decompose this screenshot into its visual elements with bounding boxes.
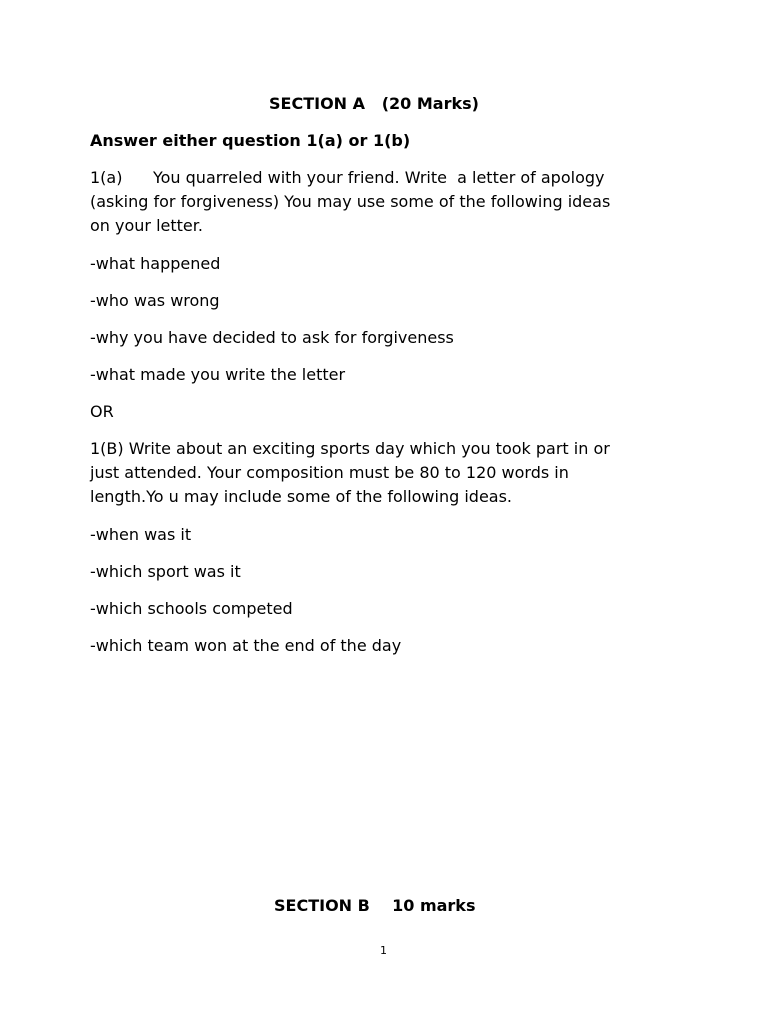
section-a-instruction: Answer either question 1(a) or 1(b) <box>90 131 411 150</box>
question-1a-idea: -who was wrong <box>90 291 220 310</box>
question-1b-idea: -when was it <box>90 525 192 544</box>
page-number: 1 <box>380 944 387 957</box>
question-1a-text: 1(a) You quarreled with your friend. Write a letter of apology (asking for forgiveness) You may use some of the following ideas on your letter. <box>90 168 611 235</box>
question-1a-idea: -what happened <box>90 254 221 273</box>
question-1b-text: 1(B) Write about an exciting sports day which you took part in or just attended. Your composition must be 80 to 120 words in length.Yo u may include some of the following ideas. <box>90 439 610 506</box>
section-b-title: SECTION B 10 marks <box>274 896 476 915</box>
section-a-title: SECTION A (20 Marks) <box>269 94 479 113</box>
or-separator: OR <box>90 402 114 421</box>
question-1a-idea: -what made you write the letter <box>90 365 346 384</box>
question-1b-idea: -which team won at the end of the day <box>90 636 402 655</box>
question-1b-idea: -which sport was it <box>90 562 241 581</box>
question-1a-idea: -why you have decided to ask for forgiveness <box>90 328 454 347</box>
question-1b-idea: -which schools competed <box>90 599 293 618</box>
